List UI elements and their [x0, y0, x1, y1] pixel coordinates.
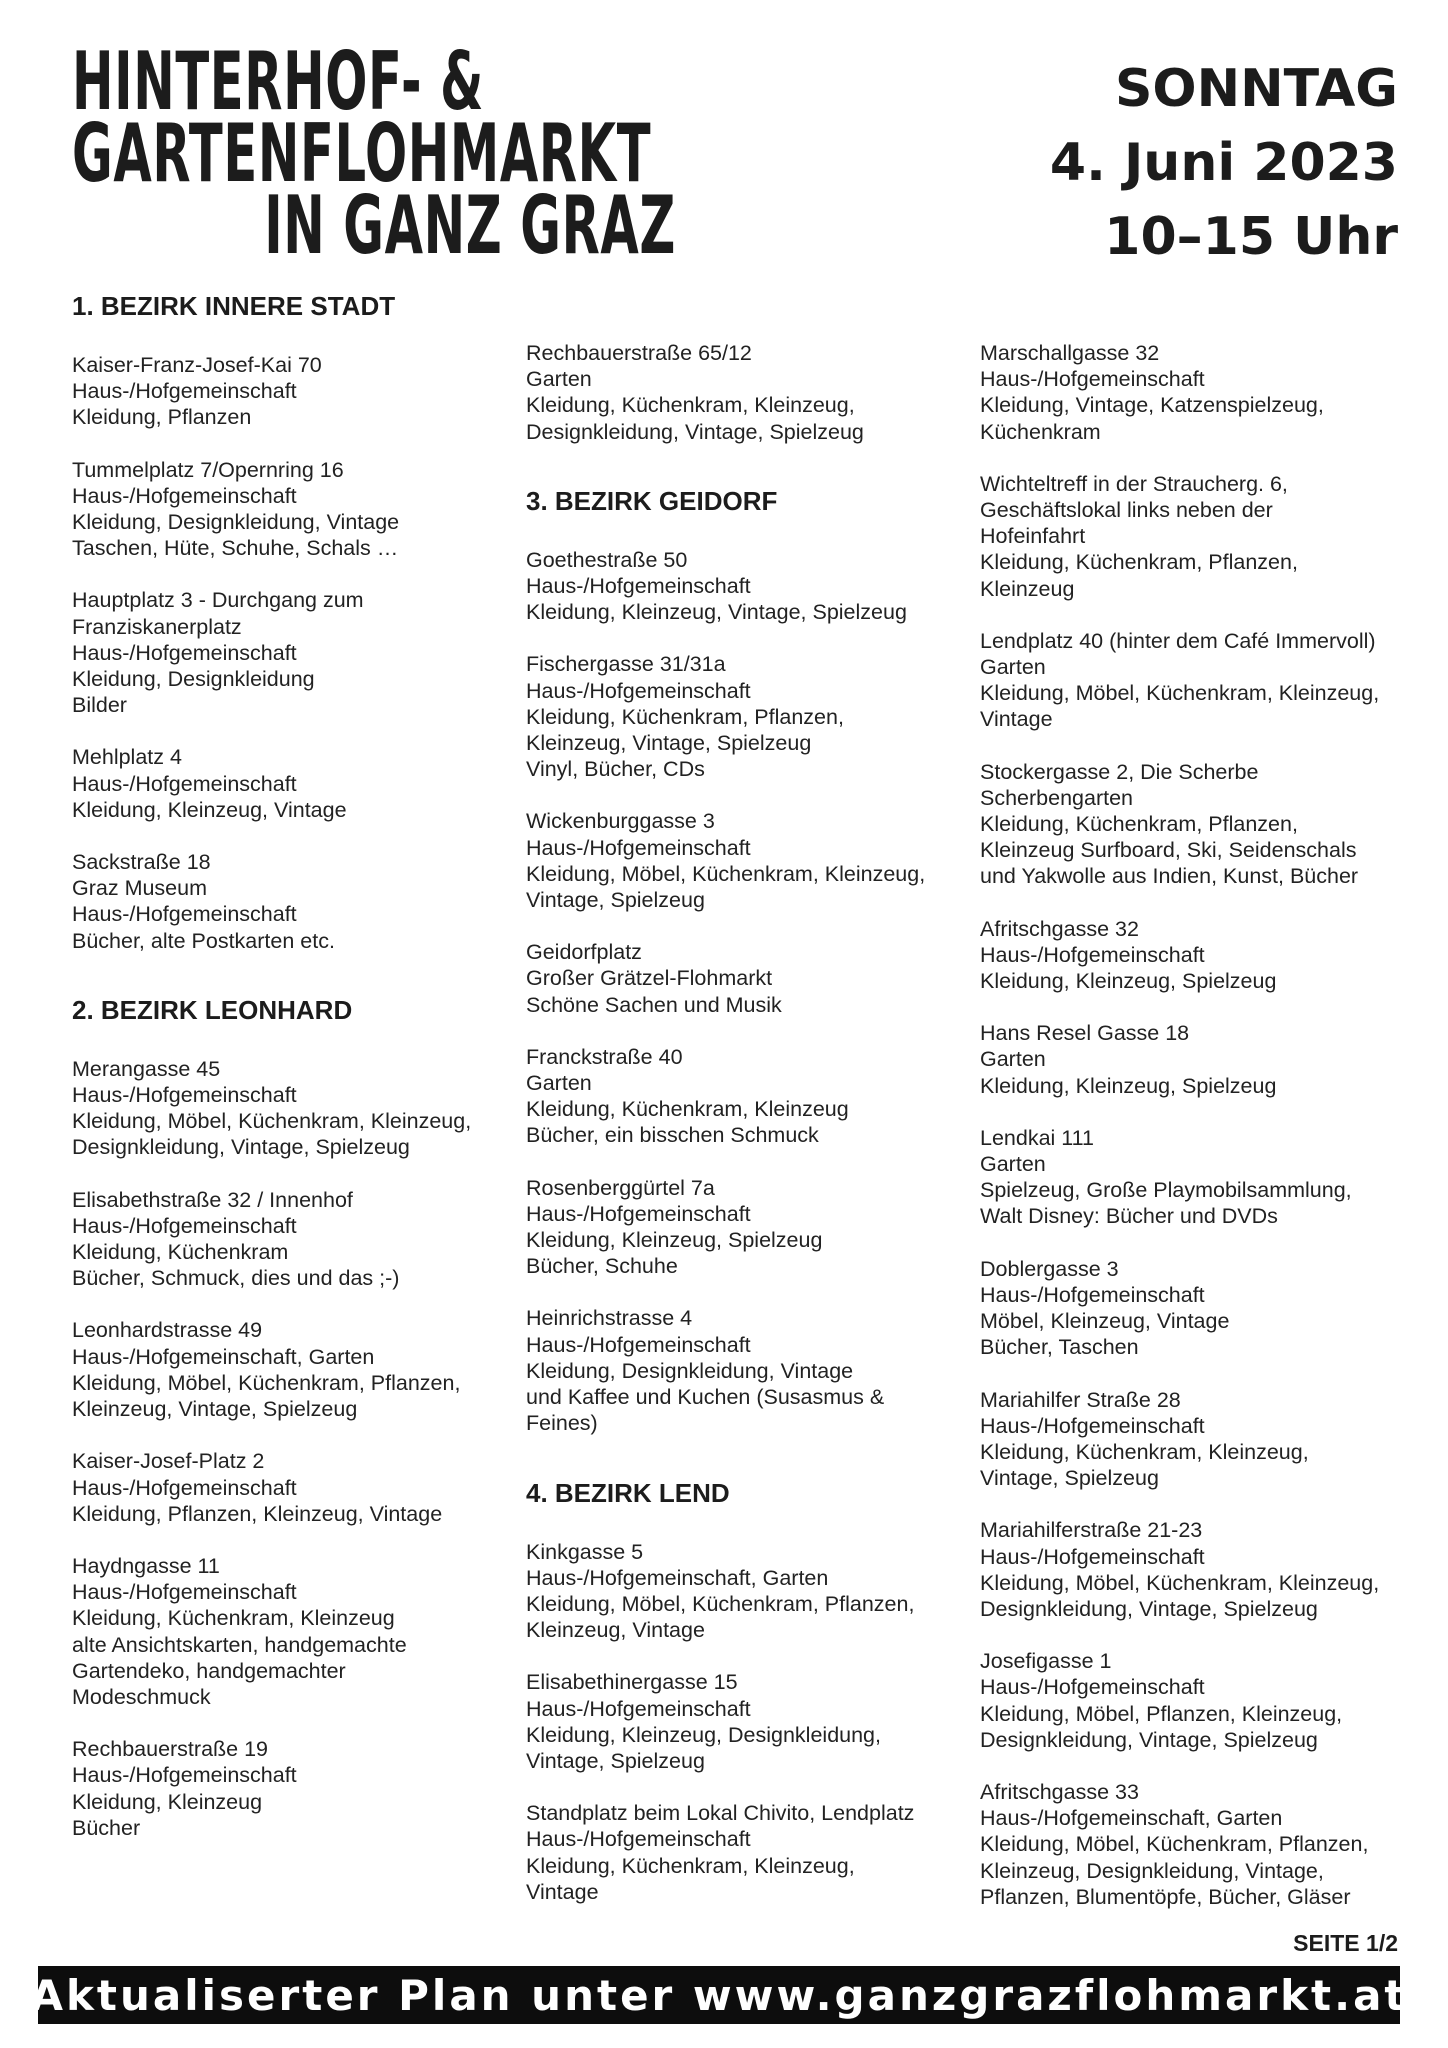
location-detail: Haus-/Hofgemeinschaft: [72, 771, 297, 796]
location-detail: Kleidung, Küchenkram, Pflanzen,: [980, 550, 1298, 575]
location-detail: Modeschmuck: [72, 1684, 211, 1709]
location-entry: [980, 1020, 1420, 1099]
location-address: Lendplatz 40 (hinter dem Café Immervoll): [980, 628, 1376, 653]
location-detail: Kleidung, Küchenkram, Kleinzeug: [72, 1606, 395, 1631]
location-entry: [526, 1175, 966, 1280]
location-address: Merangasse 45: [72, 1056, 221, 1081]
location-entry: [72, 849, 512, 954]
location-detail: Kleidung, Möbel, Küchenkram, Pflanzen,: [980, 1832, 1369, 1857]
location-address: Josefigasse 1: [980, 1649, 1112, 1674]
location-detail: Haus-/Hofgemeinschaft: [526, 835, 751, 860]
location-detail: Kleidung, Kleinzeug, Vintage: [72, 797, 347, 822]
location-address: Franckstraße 40: [526, 1044, 683, 1069]
location-detail: Kleidung, Küchenkram, Kleinzeug,: [526, 393, 855, 418]
location-detail: und Kaffee und Kuchen (Susasmus &: [526, 1385, 885, 1410]
location-detail: Geschäftslokal links neben der: [980, 498, 1273, 523]
location-detail: Kleidung, Kleinzeug, Spielzeug: [980, 1073, 1277, 1098]
location-address: Kaiser-Franz-Josef-Kai 70: [72, 353, 322, 377]
location-entry: [72, 1187, 512, 1292]
location-entry: [980, 916, 1420, 995]
location-detail: Vintage, Spielzeug: [526, 888, 705, 913]
location-detail: Haus-/Hofgemeinschaft: [980, 367, 1205, 392]
location-entry: [72, 587, 512, 718]
location-detail: Kleidung, Möbel, Küchenkram, Kleinzeug,: [980, 681, 1380, 706]
location-detail: Bilder: [72, 693, 127, 718]
location-detail: Designkleidung, Vintage, Spielzeug: [72, 1135, 410, 1160]
location-detail: Haus-/Hofgemeinschaft: [980, 1413, 1205, 1438]
location-address: Kinkgasse 5: [526, 1539, 644, 1564]
location-detail: Haus-/Hofgemeinschaft: [72, 379, 297, 404]
event-day: SONNTAG: [1114, 59, 1398, 119]
location-entry: [526, 1669, 966, 1774]
location-address: Haydngasse 11: [72, 1553, 220, 1578]
location-detail: Haus-/Hofgemeinschaft, Garten: [72, 1344, 375, 1369]
location-address: Marschallgasse 32: [980, 341, 1160, 365]
location-detail: Kleidung, Möbel, Küchenkram, Kleinzeug,: [72, 1109, 472, 1134]
location-detail: Kleinzeug, Vintage: [526, 1618, 705, 1643]
location-address: Standplatz beim Lokal Chivito, Lendplatz: [526, 1801, 915, 1826]
location-detail: Küchenkram: [980, 419, 1101, 444]
location-detail: Graz Museum: [72, 876, 208, 901]
location-detail: Vintage: [526, 1879, 599, 1904]
location-address: Mariahilferstraße 21-23: [980, 1518, 1203, 1543]
location-detail: Haus-/Hofgemeinschaft: [72, 483, 297, 508]
event-date-block: [1050, 52, 1398, 274]
location-address: Afritschgasse 33: [980, 1779, 1139, 1804]
location-address: Heinrichstrasse 4: [526, 1306, 693, 1331]
location-detail: Haus-/Hofgemeinschaft: [980, 1282, 1205, 1307]
location-detail: Vintage: [980, 707, 1053, 732]
location-detail: Bücher, ein bisschen Schmuck: [526, 1123, 819, 1148]
location-detail: Kleinzeug Surfboard, Ski, Seidenschals: [980, 838, 1357, 863]
event-time: 10–15 Uhr: [1104, 207, 1398, 267]
location-detail: Kleidung, Küchenkram, Kleinzeug: [526, 1097, 849, 1122]
location-entry: [72, 457, 512, 562]
location-detail: Kleidung, Küchenkram, Kleinzeug,: [980, 1439, 1309, 1464]
location-detail: Garten: [526, 367, 592, 392]
location-address: Rechbauerstraße 65/12: [526, 341, 752, 365]
location-detail: Haus-/Hofgemeinschaft: [526, 1827, 751, 1852]
location-detail: Möbel, Kleinzeug, Vintage: [980, 1309, 1230, 1334]
footer-text: Aktualiserter Plan unter www.ganzgrazflohmarkt.at: [30, 1970, 1408, 2020]
location-detail: Gartendeko, handgemachter: [72, 1658, 346, 1683]
location-detail: Kleidung, Designkleidung: [72, 667, 315, 692]
location-detail: Haus-/Hofgemeinschaft, Garten: [526, 1565, 829, 1590]
location-detail: Haus-/Hofgemeinschaft: [526, 678, 751, 703]
title-line: GARTENFLOHMARKT: [72, 107, 652, 200]
location-address: Sackstraße 18: [72, 850, 211, 875]
location-address: Rechbauerstraße 19: [72, 1737, 268, 1762]
location-entry: [980, 1648, 1420, 1753]
location-entry: [526, 808, 966, 913]
location-detail: Kleidung, Küchenkram, Pflanzen,: [526, 704, 844, 729]
flyer-title: [72, 35, 676, 272]
location-detail: Haus-/Hofgemeinschaft: [72, 640, 297, 665]
location-entry: [526, 1044, 966, 1149]
location-entry: [526, 939, 966, 1018]
location-detail: Kleidung, Kleinzeug, Designkleidung,: [526, 1722, 881, 1747]
location-detail: Haus-/Hofgemeinschaft: [72, 1213, 297, 1238]
location-entry: [72, 1553, 512, 1710]
location-detail: Vintage, Spielzeug: [980, 1466, 1159, 1491]
location-entry: [980, 759, 1420, 890]
location-detail: Bücher, alte Postkarten etc.: [72, 928, 335, 953]
location-entry: [980, 628, 1420, 733]
location-entry: [72, 1317, 512, 1422]
title-line: HINTERHOF- &: [72, 35, 484, 128]
location-detail: Kleidung, Küchenkram, Kleinzeug,: [526, 1853, 855, 1878]
location-address: Geidorfplatz: [526, 940, 642, 965]
location-detail: Haus-/Hofgemeinschaft: [980, 1675, 1205, 1700]
location-detail: Haus-/Hofgemeinschaft: [980, 942, 1205, 967]
location-address: Mehlplatz 4: [72, 745, 182, 770]
location-entry: [526, 1539, 966, 1644]
location-entry: [72, 744, 512, 823]
location-detail: Kleidung, Kleinzeug: [72, 1789, 263, 1814]
location-entry: [72, 1736, 512, 1841]
location-detail: Kleidung, Designkleidung, Vintage: [72, 510, 400, 535]
location-detail: Haus-/Hofgemeinschaft: [72, 1475, 297, 1500]
location-detail: Kleidung, Möbel, Küchenkram, Pflanzen,: [526, 1591, 915, 1616]
location-address: Afritschgasse 32: [980, 916, 1139, 941]
location-detail: Haus-/Hofgemeinschaft: [980, 1544, 1205, 1569]
district-heading: 3. BEZIRK GEIDORF: [526, 485, 778, 516]
location-detail: Kleidung, Möbel, Pflanzen, Kleinzeug,: [980, 1701, 1343, 1726]
location-detail: Vintage, Spielzeug: [526, 1748, 705, 1773]
listing-column-3: [980, 340, 1420, 1936]
location-address: Wichteltreff in der Straucherg. 6,: [980, 471, 1288, 496]
location-entry: [980, 1256, 1420, 1361]
footer-banner: [30, 1966, 1408, 2024]
location-detail: Vinyl, Bücher, CDs: [526, 757, 705, 782]
location-detail: Haus-/Hofgemeinschaft: [72, 1083, 297, 1108]
location-detail: Designkleidung, Vintage, Spielzeug: [980, 1596, 1318, 1621]
location-detail: Bücher, Taschen: [980, 1335, 1139, 1360]
location-detail: Pflanzen, Blumentöpfe, Bücher, Gläser: [980, 1884, 1351, 1909]
location-address: Wickenburggasse 3: [526, 809, 715, 834]
location-address: Leonhardstrasse 49: [72, 1318, 263, 1343]
location-address: Kaiser-Josef-Platz 2: [72, 1449, 265, 1474]
location-detail: Spielzeug, Große Playmobilsammlung,: [980, 1178, 1352, 1203]
location-detail: Kleidung, Kleinzeug, Spielzeug: [526, 1228, 823, 1253]
location-address: Rosenberggürtel 7a: [526, 1175, 715, 1200]
location-address: Hauptplatz 3 - Durchgang zum: [72, 588, 364, 613]
location-detail: und Yakwolle aus Indien, Kunst, Bücher: [980, 864, 1359, 889]
district-heading: 1. BEZIRK INNERE STADT: [72, 291, 396, 321]
location-detail: alte Ansichtskarten, handgemachte: [72, 1632, 407, 1657]
location-detail: Garten: [526, 1071, 592, 1096]
location-detail: Designkleidung, Vintage, Spielzeug: [526, 419, 864, 444]
location-address: Fischergasse 31/31a: [526, 652, 726, 677]
event-date: 4. Juni 2023: [1049, 133, 1398, 193]
location-detail: Bücher, Schmuck, dies und das ;-): [72, 1266, 400, 1291]
location-detail: Kleinzeug, Vintage, Spielzeug: [72, 1397, 358, 1422]
location-detail: Scherbengarten: [980, 785, 1133, 810]
location-detail: Walt Disney: Bücher und DVDs: [980, 1204, 1278, 1229]
location-entry: [526, 1800, 966, 1905]
location-detail: Kleidung, Designkleidung, Vintage: [526, 1358, 854, 1383]
location-detail: Kleidung, Küchenkram: [72, 1240, 289, 1265]
location-address: Mariahilfer Straße 28: [980, 1387, 1181, 1412]
location-detail: Kleidung, Kleinzeug, Vintage, Spielzeug: [526, 600, 907, 625]
location-detail: Haus-/Hofgemeinschaft: [526, 1201, 751, 1226]
location-entry: [526, 1305, 966, 1436]
location-address: Elisabethinergasse 15: [526, 1670, 738, 1695]
location-detail: Feines): [526, 1411, 598, 1436]
title-line: IN GANZ GRAZ: [264, 179, 676, 272]
location-detail: Kleinzeug, Designkleidung, Vintage,: [980, 1858, 1324, 1883]
location-entry: [526, 547, 966, 626]
district-heading: 2. BEZIRK LEONHARD: [72, 994, 353, 1025]
location-address: Lendkai 111: [980, 1125, 1094, 1150]
location-detail: Haus-/Hofgemeinschaft: [526, 1696, 751, 1721]
location-detail: Garten: [980, 655, 1046, 680]
location-detail: Bücher, Schuhe: [526, 1254, 678, 1279]
location-address: Doblergasse 3: [980, 1256, 1119, 1281]
location-detail: Haus-/Hofgemeinschaft: [72, 902, 297, 927]
location-entry: [980, 1387, 1420, 1492]
location-entry: [526, 340, 966, 445]
location-entry: [72, 1448, 512, 1527]
location-detail: Kleidung, Möbel, Küchenkram, Kleinzeug,: [526, 861, 926, 886]
location-address: Goethestraße 50: [526, 547, 688, 572]
location-detail: Kleidung, Kleinzeug, Spielzeug: [980, 969, 1277, 994]
location-detail: Kleidung, Pflanzen: [72, 405, 252, 430]
location-entry: [72, 352, 512, 431]
location-detail: Haus-/Hofgemeinschaft, Garten: [980, 1806, 1283, 1831]
location-detail: Haus-/Hofgemeinschaft: [72, 1580, 297, 1605]
location-entry: [980, 1125, 1420, 1230]
location-detail: Kleidung, Küchenkram, Pflanzen,: [980, 812, 1298, 837]
location-detail: Garten: [980, 1047, 1046, 1072]
location-detail: Franziskanerplatz: [72, 614, 242, 639]
location-detail: Kleidung, Vintage, Katzenspielzeug,: [980, 393, 1324, 418]
location-detail: Taschen, Hüte, Schuhe, Schals …: [72, 536, 399, 561]
location-detail: Kleidung, Möbel, Küchenkram, Pflanzen,: [72, 1370, 461, 1395]
location-detail: Kleidung, Möbel, Küchenkram, Kleinzeug,: [980, 1570, 1380, 1595]
location-entry: [72, 1056, 512, 1161]
listing-column-1: [72, 290, 512, 1867]
location-detail: Kleinzeug, Vintage, Spielzeug: [526, 731, 812, 756]
location-detail: Haus-/Hofgemeinschaft: [72, 1763, 297, 1788]
location-detail: Hofeinfahrt: [980, 524, 1086, 549]
location-detail: Schöne Sachen und Musik: [526, 992, 782, 1017]
location-detail: Garten: [980, 1152, 1046, 1177]
district-heading: 4. BEZIRK LEND: [526, 1477, 730, 1508]
location-detail: Haus-/Hofgemeinschaft: [526, 1332, 751, 1357]
location-address: Elisabethstraße 32 / Innenhof: [72, 1187, 353, 1212]
location-detail: Bücher: [72, 1815, 141, 1840]
location-address: Hans Resel Gasse 18: [980, 1021, 1190, 1046]
location-address: Tummelplatz 7/Opernring 16: [72, 457, 344, 482]
location-detail: Kleidung, Pflanzen, Kleinzeug, Vintage: [72, 1501, 443, 1526]
location-detail: Großer Grätzel-Flohmarkt: [526, 966, 773, 991]
location-detail: Haus-/Hofgemeinschaft: [526, 574, 751, 599]
location-detail: Kleinzeug: [980, 576, 1075, 601]
location-detail: Designkleidung, Vintage, Spielzeug: [980, 1727, 1318, 1752]
listing-column-2: [526, 340, 966, 1931]
page-number: SEITE 1/2: [1293, 1930, 1398, 1956]
location-address: Stockergasse 2, Die Scherbe: [980, 759, 1259, 784]
location-entry: [980, 471, 1420, 602]
location-entry: [526, 651, 966, 782]
location-entry: [980, 1779, 1420, 1910]
location-entry: [980, 1517, 1420, 1622]
location-entry: [980, 340, 1420, 445]
